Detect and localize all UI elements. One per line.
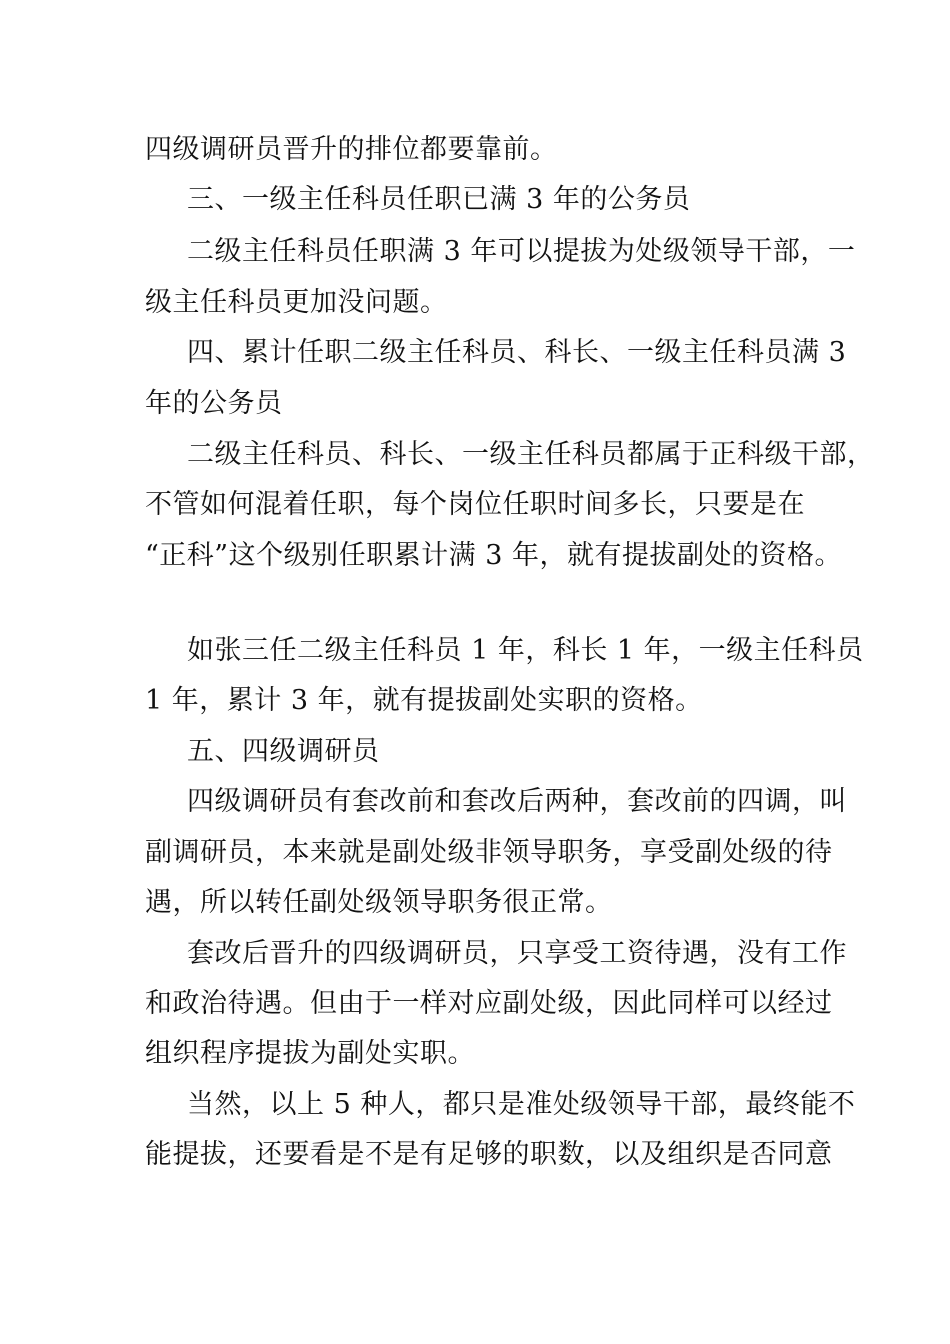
section-heading: 三、一级主任科员任职已满 3 年的公务员 xyxy=(187,184,691,215)
text-line: 副调研员，本来就是副处级非领导职务，享受副处级的待 xyxy=(145,837,833,868)
text-line: “正科”这个级别任职累计满 3 年，就有提拔副处的资格。 xyxy=(145,540,842,571)
text-line: 当然，以上 5 种人，都只是准处级领导干部，最终能不 xyxy=(187,1089,856,1120)
text-line: 和政治待遇。但由于一样对应副处级，因此同样可以经过 xyxy=(145,988,833,1019)
section-heading: 年的公务员 xyxy=(145,388,283,419)
text-line: 组织程序提拔为副处实职。 xyxy=(145,1038,475,1069)
section-heading: 五、四级调研员 xyxy=(187,736,380,767)
text-line: 二级主任科员任职满 3 年可以提拔为处级领导干部，一 xyxy=(187,236,856,267)
text-line: 四级调研员晋升的排位都要靠前。 xyxy=(145,134,558,165)
text-line: 不管如何混着任职，每个岗位任职时间多长，只要是在 xyxy=(145,489,805,520)
text-line: 套改后晋升的四级调研员，只享受工资待遇，没有工作 xyxy=(187,938,847,969)
text-line: 级主任科员更加没问题。 xyxy=(145,287,448,318)
text-line: 二级主任科员、科长、一级主任科员都属于正科级干部， xyxy=(187,439,875,470)
text-line: 四级调研员有套改前和套改后两种，套改前的四调，叫 xyxy=(187,786,847,817)
text-line: 如张三任二级主任科员 1 年，科长 1 年，一级主任科员 xyxy=(187,635,864,666)
section-heading: 四、累计任职二级主任科员、科长、一级主任科员满 3 xyxy=(187,337,847,368)
text-line: 遇，所以转任副处级领导职务很正常。 xyxy=(145,887,613,918)
text-line: 能提拔，还要看是不是有足够的职数，以及组织是否同意 xyxy=(145,1139,833,1170)
text-line: 1 年，累计 3 年，就有提拔副处实职的资格。 xyxy=(145,685,703,716)
